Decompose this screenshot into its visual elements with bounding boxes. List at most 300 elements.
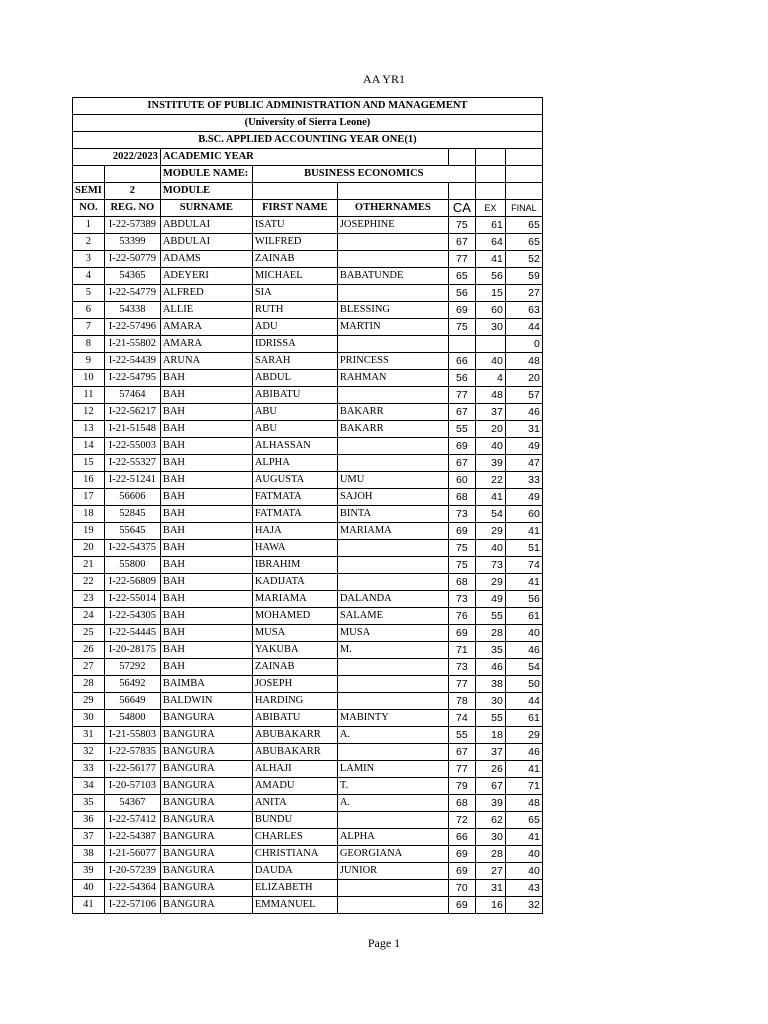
reg-no: I-22-56217: [104, 404, 160, 421]
surname: BANGURA: [160, 863, 252, 880]
exam-score: 29: [475, 574, 505, 591]
academic-year-value: 2022/2023: [73, 149, 161, 166]
row-number: 37: [73, 829, 105, 846]
exam-score: 16: [475, 897, 505, 914]
exam-score: 37: [475, 404, 505, 421]
row-number: 41: [73, 897, 105, 914]
othernames: BINTA: [337, 506, 448, 523]
table-row: [73, 625, 543, 642]
first-name: ISATU: [252, 217, 337, 234]
othernames: [337, 812, 448, 829]
row-number: 31: [73, 727, 105, 744]
othernames: [337, 744, 448, 761]
reg-no: I-22-57412: [104, 812, 160, 829]
first-name: IBRAHIM: [252, 557, 337, 574]
ca-score: 69: [448, 625, 475, 642]
col-header-final: FINAL: [505, 200, 542, 217]
exam-score: 54: [475, 506, 505, 523]
first-name: BUNDU: [252, 812, 337, 829]
module-name-value: BUSINESS ECONOMICS: [252, 166, 475, 183]
reg-no: I-22-54439: [104, 353, 160, 370]
page-number: Page 1: [367, 936, 401, 950]
final-score: 48: [505, 795, 542, 812]
first-name: WILFRED: [252, 234, 337, 251]
reg-no: I-22-51241: [104, 472, 160, 489]
surname: BAH: [160, 659, 252, 676]
row-number: 29: [73, 693, 105, 710]
ca-score: 68: [448, 574, 475, 591]
table-row: [73, 234, 543, 251]
surname: ADEYERI: [160, 268, 252, 285]
ca-score: 67: [448, 404, 475, 421]
final-score: 40: [505, 863, 542, 880]
exam-score: 30: [475, 319, 505, 336]
ca-score: 75: [448, 319, 475, 336]
table-row: [73, 370, 543, 387]
ca-score: 69: [448, 846, 475, 863]
othernames: [337, 880, 448, 897]
ca-score: 69: [448, 897, 475, 914]
surname: BAH: [160, 455, 252, 472]
first-name: CHARLES: [252, 829, 337, 846]
surname: ARUNA: [160, 353, 252, 370]
exam-score: 61: [475, 217, 505, 234]
surname: ADAMS: [160, 251, 252, 268]
final-score: 61: [505, 710, 542, 727]
row-number: 40: [73, 880, 105, 897]
reg-no: I-22-57835: [104, 744, 160, 761]
othernames: RAHMAN: [337, 370, 448, 387]
row-number: 3: [73, 251, 105, 268]
ca-score: 60: [448, 472, 475, 489]
ca-score: 56: [448, 370, 475, 387]
surname: BAH: [160, 370, 252, 387]
first-name: IDRISSA: [252, 336, 337, 353]
othernames: MUSA: [337, 625, 448, 642]
reg-no: I-22-54364: [104, 880, 160, 897]
row-number: 18: [73, 506, 105, 523]
ca-score: 76: [448, 608, 475, 625]
surname: BAIMBA: [160, 676, 252, 693]
row-number: 15: [73, 455, 105, 472]
othernames: [337, 897, 448, 914]
final-score: 31: [505, 421, 542, 438]
first-name: SIA: [252, 285, 337, 302]
row-number: 2: [73, 234, 105, 251]
othernames: [337, 659, 448, 676]
surname: BAH: [160, 574, 252, 591]
exam-score: 4: [475, 370, 505, 387]
table-row: [73, 523, 543, 540]
final-score: 46: [505, 744, 542, 761]
surname: ABDULAI: [160, 217, 252, 234]
final-score: 54: [505, 659, 542, 676]
row-number: 11: [73, 387, 105, 404]
table-row: [73, 710, 543, 727]
row-number: 23: [73, 591, 105, 608]
othernames: ALPHA: [337, 829, 448, 846]
table-row: [73, 217, 543, 234]
final-score: 49: [505, 438, 542, 455]
ca-score: 73: [448, 506, 475, 523]
row-number: 6: [73, 302, 105, 319]
final-score: 46: [505, 404, 542, 421]
surname: BANGURA: [160, 846, 252, 863]
col-header-first-name: FIRST NAME: [252, 200, 337, 217]
othernames: A.: [337, 795, 448, 812]
institute-title: INSTITUTE OF PUBLIC ADMINISTRATION AND MANAGEMENT: [73, 98, 543, 115]
academic-year-label: ACADEMIC YEAR: [160, 149, 448, 166]
exam-score: 22: [475, 472, 505, 489]
surname: BAH: [160, 404, 252, 421]
reg-no: 56606: [104, 489, 160, 506]
reg-no: I-22-50779: [104, 251, 160, 268]
first-name: ALHASSAN: [252, 438, 337, 455]
ca-score: 75: [448, 557, 475, 574]
reg-no: I-20-28175: [104, 642, 160, 659]
exam-score: 39: [475, 455, 505, 472]
othernames: [337, 336, 448, 353]
ca-score: 75: [448, 217, 475, 234]
exam-score: 31: [475, 880, 505, 897]
first-name: ELIZABETH: [252, 880, 337, 897]
final-score: 46: [505, 642, 542, 659]
othernames: [337, 455, 448, 472]
final-score: 63: [505, 302, 542, 319]
surname: BANGURA: [160, 880, 252, 897]
othernames: [337, 251, 448, 268]
ca-score: 72: [448, 812, 475, 829]
first-name: ALPHA: [252, 455, 337, 472]
surname: BAH: [160, 557, 252, 574]
reg-no: I-22-55014: [104, 591, 160, 608]
ca-score: 67: [448, 234, 475, 251]
surname: BANGURA: [160, 710, 252, 727]
row-number: 22: [73, 574, 105, 591]
first-name: DAUDA: [252, 863, 337, 880]
module-name-row: [73, 166, 543, 183]
first-name: ABU: [252, 421, 337, 438]
surname: BAH: [160, 438, 252, 455]
reg-no: I-22-57389: [104, 217, 160, 234]
row-number: 9: [73, 353, 105, 370]
ca-score: 77: [448, 676, 475, 693]
ca-score: 67: [448, 744, 475, 761]
semester-row: [73, 183, 543, 200]
exam-score: 20: [475, 421, 505, 438]
surname: BANGURA: [160, 727, 252, 744]
reg-no: I-22-56809: [104, 574, 160, 591]
surname: BAH: [160, 472, 252, 489]
row-number: 38: [73, 846, 105, 863]
row-number: 21: [73, 557, 105, 574]
exam-score: 67: [475, 778, 505, 795]
ca-score: 73: [448, 659, 475, 676]
final-score: 49: [505, 489, 542, 506]
ca-score: 74: [448, 710, 475, 727]
ca-score: 67: [448, 455, 475, 472]
first-name: ADU: [252, 319, 337, 336]
first-name: RUTH: [252, 302, 337, 319]
othernames: [337, 540, 448, 557]
table-row: [73, 795, 543, 812]
ca-score: 56: [448, 285, 475, 302]
surname: BANGURA: [160, 829, 252, 846]
first-name: ZAINAB: [252, 659, 337, 676]
first-name: KADIJATA: [252, 574, 337, 591]
final-score: 74: [505, 557, 542, 574]
table-row: [73, 727, 543, 744]
final-score: 44: [505, 693, 542, 710]
exam-score: 46: [475, 659, 505, 676]
first-name: SARAH: [252, 353, 337, 370]
exam-score: 55: [475, 710, 505, 727]
table-row: [73, 455, 543, 472]
ca-score: 69: [448, 863, 475, 880]
final-score: 65: [505, 217, 542, 234]
ca-score: 55: [448, 727, 475, 744]
ca-score: 73: [448, 591, 475, 608]
ca-score: 70: [448, 880, 475, 897]
othernames: BLESSING: [337, 302, 448, 319]
exam-score: 40: [475, 438, 505, 455]
surname: BANGURA: [160, 897, 252, 914]
row-number: 1: [73, 217, 105, 234]
reg-no: I-21-55803: [104, 727, 160, 744]
row-number: 13: [73, 421, 105, 438]
table-row: [73, 472, 543, 489]
row-number: 19: [73, 523, 105, 540]
exam-score: 41: [475, 489, 505, 506]
exam-score: 37: [475, 744, 505, 761]
ca-score: 77: [448, 761, 475, 778]
first-name: AUGUSTA: [252, 472, 337, 489]
surname: BAH: [160, 642, 252, 659]
table-row: [73, 574, 543, 591]
row-number: 10: [73, 370, 105, 387]
row-number: 12: [73, 404, 105, 421]
reg-no: 54338: [104, 302, 160, 319]
surname: BANGURA: [160, 812, 252, 829]
ca-score: 68: [448, 795, 475, 812]
table-row: [73, 608, 543, 625]
reg-no: I-20-57103: [104, 778, 160, 795]
row-number: 20: [73, 540, 105, 557]
column-header-row: [73, 200, 543, 217]
sheet-name: AA YR1: [363, 72, 405, 86]
surname: ALLIE: [160, 302, 252, 319]
reg-no: 54365: [104, 268, 160, 285]
row-number: 7: [73, 319, 105, 336]
final-score: 65: [505, 812, 542, 829]
surname: BAH: [160, 540, 252, 557]
table-row: [73, 642, 543, 659]
othernames: BAKARR: [337, 404, 448, 421]
table-row: [73, 540, 543, 557]
final-score: 43: [505, 880, 542, 897]
final-score: 51: [505, 540, 542, 557]
first-name: HAWA: [252, 540, 337, 557]
reg-no: 53399: [104, 234, 160, 251]
ca-score: 69: [448, 523, 475, 540]
first-name: FATMATA: [252, 506, 337, 523]
table-row: [73, 897, 543, 914]
first-name: ABDUL: [252, 370, 337, 387]
othernames: LAMIN: [337, 761, 448, 778]
table-row: [73, 557, 543, 574]
first-name: ANITA: [252, 795, 337, 812]
first-name: ABUBAKARR: [252, 727, 337, 744]
othernames: [337, 234, 448, 251]
surname: BANGURA: [160, 795, 252, 812]
first-name: MOHAMED: [252, 608, 337, 625]
title-row-university: [73, 115, 543, 132]
othernames: SALAME: [337, 608, 448, 625]
final-score: 59: [505, 268, 542, 285]
exam-score: 28: [475, 625, 505, 642]
othernames: [337, 557, 448, 574]
final-score: 71: [505, 778, 542, 795]
final-score: 27: [505, 285, 542, 302]
reg-no: I-22-55003: [104, 438, 160, 455]
exam-score: 35: [475, 642, 505, 659]
table-row: [73, 268, 543, 285]
first-name: AMADU: [252, 778, 337, 795]
surname: BAH: [160, 489, 252, 506]
final-score: 50: [505, 676, 542, 693]
table-row: [73, 302, 543, 319]
row-number: 32: [73, 744, 105, 761]
row-number: 14: [73, 438, 105, 455]
table-row: [73, 489, 543, 506]
exam-score: 38: [475, 676, 505, 693]
first-name: ALHAJI: [252, 761, 337, 778]
final-score: 40: [505, 625, 542, 642]
first-name: EMMANUEL: [252, 897, 337, 914]
surname: AMARA: [160, 336, 252, 353]
reg-no: I-22-57106: [104, 897, 160, 914]
academic-year-row: [73, 149, 543, 166]
row-number: 27: [73, 659, 105, 676]
final-score: 56: [505, 591, 542, 608]
module-label: MODULE: [160, 183, 252, 200]
exam-score: 55: [475, 608, 505, 625]
final-score: 41: [505, 574, 542, 591]
row-number: 30: [73, 710, 105, 727]
surname: BAH: [160, 523, 252, 540]
reg-no: I-22-54445: [104, 625, 160, 642]
col-header-no: NO.: [73, 200, 105, 217]
row-number: 36: [73, 812, 105, 829]
othernames: BAKARR: [337, 421, 448, 438]
first-name: MICHAEL: [252, 268, 337, 285]
reg-no: I-22-57496: [104, 319, 160, 336]
col-header-surname: SURNAME: [160, 200, 252, 217]
final-score: 40: [505, 846, 542, 863]
first-name: ABIBATU: [252, 710, 337, 727]
final-score: 33: [505, 472, 542, 489]
final-score: 48: [505, 353, 542, 370]
table-row: [73, 404, 543, 421]
exam-score: 73: [475, 557, 505, 574]
first-name: CHRISTIANA: [252, 846, 337, 863]
table-row: [73, 693, 543, 710]
ca-score: 77: [448, 387, 475, 404]
first-name: MUSA: [252, 625, 337, 642]
ca-score: [448, 336, 475, 353]
reg-no: I-20-57239: [104, 863, 160, 880]
reg-no: 56492: [104, 676, 160, 693]
col-header-ca: CA: [448, 200, 475, 217]
first-name: HARDING: [252, 693, 337, 710]
exam-score: 41: [475, 251, 505, 268]
row-number: 25: [73, 625, 105, 642]
row-number: 5: [73, 285, 105, 302]
othernames: GEORGIANA: [337, 846, 448, 863]
surname: BAH: [160, 608, 252, 625]
row-number: 39: [73, 863, 105, 880]
col-header-reg: REG. NO: [104, 200, 160, 217]
title-row-institute: [73, 98, 543, 115]
ca-score: 69: [448, 438, 475, 455]
ca-score: 79: [448, 778, 475, 795]
exam-score: 30: [475, 829, 505, 846]
exam-score: 49: [475, 591, 505, 608]
row-number: 16: [73, 472, 105, 489]
ca-score: 78: [448, 693, 475, 710]
table-row: [73, 744, 543, 761]
module-name-label: MODULE NAME:: [160, 166, 252, 183]
table-row: [73, 591, 543, 608]
row-number: 33: [73, 761, 105, 778]
exam-score: 56: [475, 268, 505, 285]
reg-no: 56649: [104, 693, 160, 710]
exam-score: 28: [475, 846, 505, 863]
reg-no: 52845: [104, 506, 160, 523]
surname: AMARA: [160, 319, 252, 336]
row-number: 35: [73, 795, 105, 812]
exam-score: 26: [475, 761, 505, 778]
programme-title: B.SC. APPLIED ACCOUNTING YEAR ONE(1): [73, 132, 543, 149]
surname: BANGURA: [160, 761, 252, 778]
reg-no: I-21-55802: [104, 336, 160, 353]
exam-score: 40: [475, 353, 505, 370]
final-score: 65: [505, 234, 542, 251]
exam-score: 48: [475, 387, 505, 404]
final-score: 52: [505, 251, 542, 268]
table-row: [73, 251, 543, 268]
exam-score: 39: [475, 795, 505, 812]
col-header-ex: EX: [475, 200, 505, 217]
othernames: DALANDA: [337, 591, 448, 608]
final-score: 41: [505, 829, 542, 846]
table-row: [73, 761, 543, 778]
ca-score: 71: [448, 642, 475, 659]
first-name: ABIBATU: [252, 387, 337, 404]
semi-label: SEMI: [73, 183, 105, 200]
surname: ABDULAI: [160, 234, 252, 251]
table-row: [73, 659, 543, 676]
row-number: 34: [73, 778, 105, 795]
exam-score: 40: [475, 540, 505, 557]
first-name: ZAINAB: [252, 251, 337, 268]
final-score: 44: [505, 319, 542, 336]
othernames: JOSEPHINE: [337, 217, 448, 234]
othernames: A.: [337, 727, 448, 744]
exam-score: 27: [475, 863, 505, 880]
exam-score: 18: [475, 727, 505, 744]
reg-no: I-21-51548: [104, 421, 160, 438]
